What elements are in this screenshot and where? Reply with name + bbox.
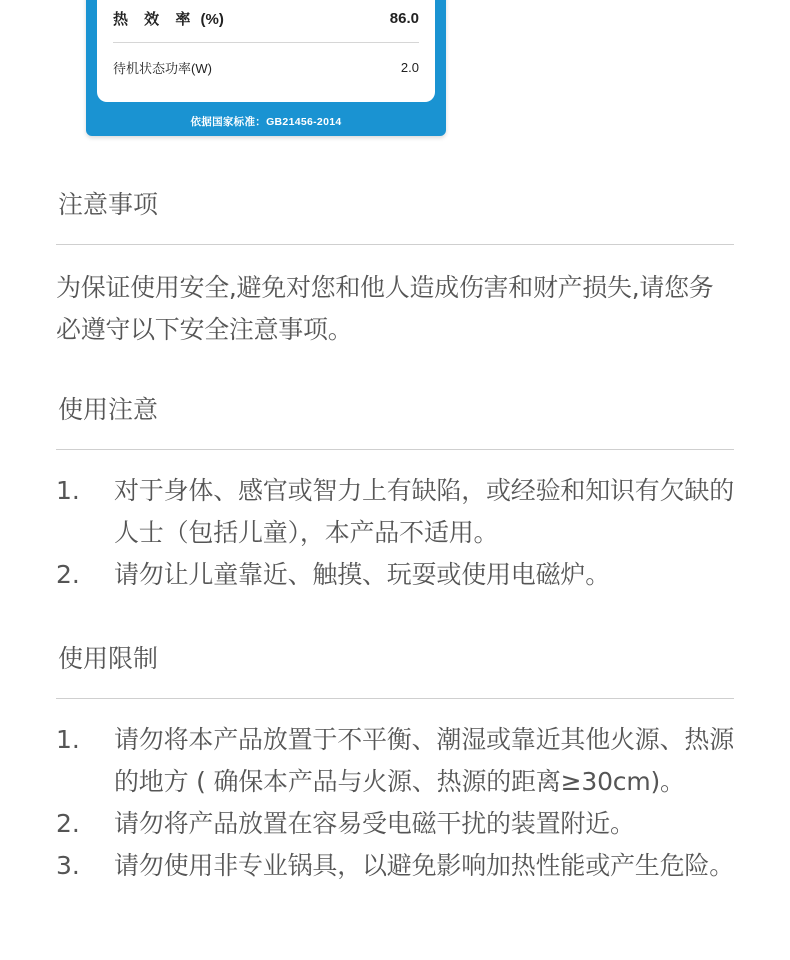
list-item (56, 845, 734, 887)
efficiency-label: 热 效 率 (113, 10, 197, 28)
label-standard-footer: 依据国家标准：GB21456-2014 (190, 116, 342, 128)
list-item-text: 请勿让儿童靠近、触摸、玩耍或使用电磁炉。 (114, 560, 611, 589)
list-item-number: 1. (56, 476, 80, 505)
efficiency-value: 86.0 (389, 9, 419, 27)
standby-power-label: 待机状态功率(W) (113, 60, 212, 76)
list-item-number: 3. (56, 851, 80, 880)
list-item-text: 请勿将产品放置在容易受电磁干扰的装置附近。 (114, 809, 635, 838)
list-item-number: 2. (56, 809, 80, 838)
list-item (56, 803, 734, 845)
usage-limits-list (56, 719, 734, 887)
safety-notice-content (56, 178, 734, 887)
usage-notes-list (56, 470, 734, 596)
list-item (56, 470, 734, 554)
divider (56, 698, 734, 699)
section-title-usage-notes: 使用注意 (58, 395, 159, 424)
section-title-usage-limits: 使用限制 (58, 644, 159, 673)
list-item-number: 1. (56, 725, 80, 754)
list-item-text: 请勿将本产品放置于不平衡、潮湿或靠近其他火源、热源的地方 ( 确保本产品与火源、热源的距离≥30cm)。 (114, 725, 735, 796)
standby-power-row (113, 56, 419, 78)
list-item-text: 对于身体、感官或智力上有缺陷，或经验和知识有欠缺的人士（包括儿童），本产品不适用。 (114, 476, 735, 547)
efficiency-key-group (113, 8, 224, 29)
list-item (56, 719, 734, 803)
standby-power-value: 2.0 (400, 59, 419, 75)
efficiency-unit: (%) (200, 10, 224, 28)
efficiency-row (113, 6, 419, 43)
section-title-notice: 注意事项 (58, 190, 159, 219)
notice-intro-paragraph: 为保证使用安全,避免对您和他人造成伤害和财产损失,请您务必遵守以下安全注意事项。 (56, 273, 714, 344)
list-item (56, 554, 734, 596)
divider (56, 244, 734, 245)
energy-label-panel (97, 0, 435, 102)
divider (56, 449, 734, 450)
list-item-text: 请勿使用非专业锅具，以避免影响加热性能或产生危险。 (114, 851, 735, 880)
list-item-number: 2. (56, 560, 80, 589)
energy-label-card (86, 0, 446, 136)
